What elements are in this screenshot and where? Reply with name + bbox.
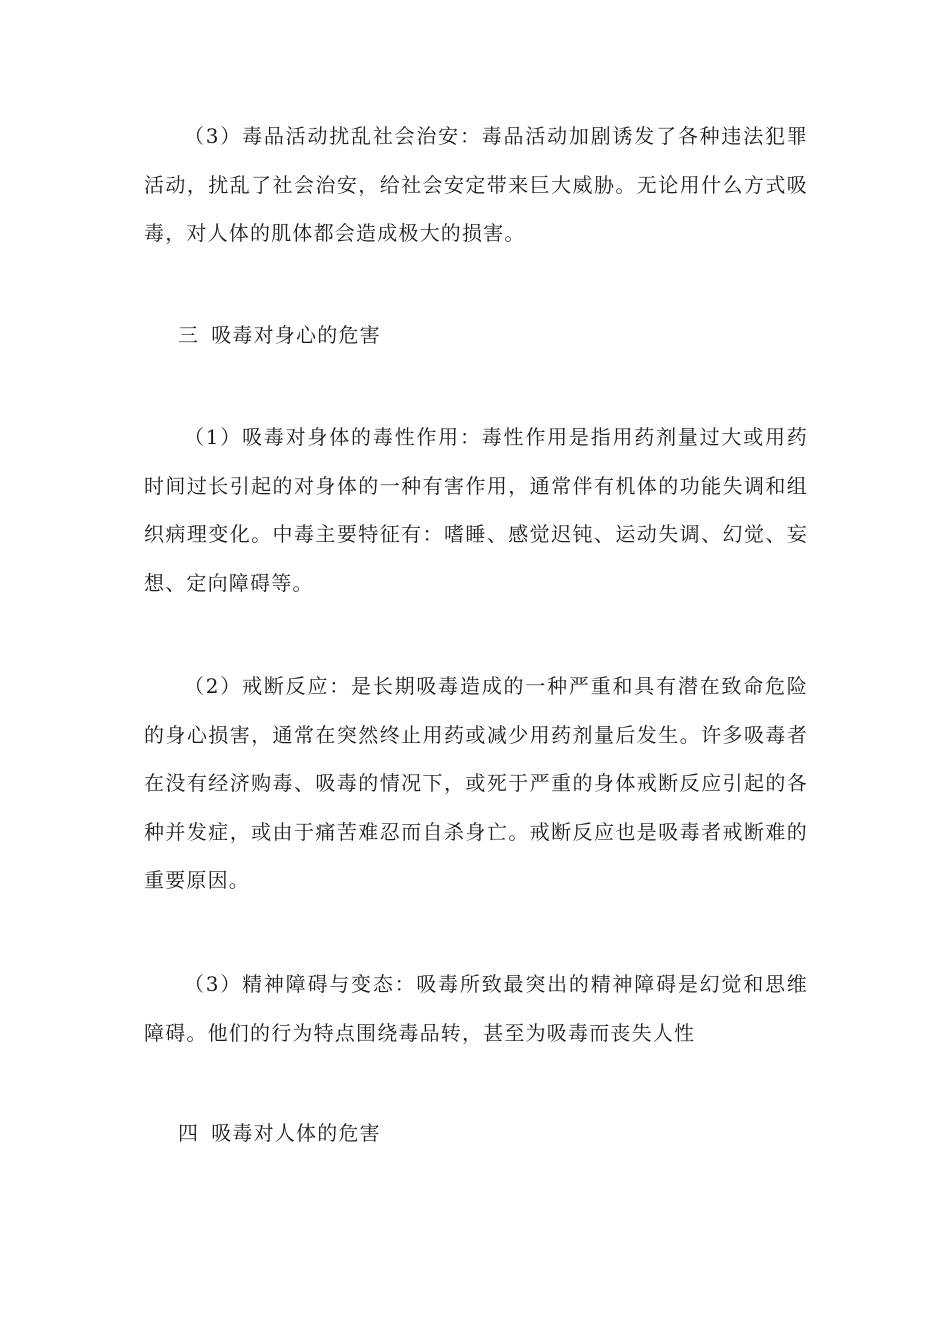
paragraph-withdrawal: （2）戒断反应：是长期吸毒造成的一种严重和具有潜在致命危险的身心损害，通常在突然终止用药或减少用药剂量后发生。许多吸毒者在没有经济购毒、吸毒的情况下，或死于严重的身体戒断反应引起的各种并发症，或由于痛苦难忍而自杀身亡。戒断反应也是吸毒者戒断难的重要原因。 xyxy=(144,674,808,892)
paragraph-mental-disorder: （3）精神障碍与变态：吸毒所致最突出的精神障碍是幻觉和思维障碍。他们的行为特点围绕毒品转，甚至为吸毒而丧失人性 xyxy=(144,972,808,1045)
section-number: 四 xyxy=(178,1121,200,1145)
paragraph-public-order: （3）毒品活动扰乱社会治安：毒品活动加剧诱发了各种违法犯罪活动，扰乱了社会治安，给社会安定带来巨大威胁。无论用什么方式吸毒，对人体的肌体都会造成极大的损害。 xyxy=(144,124,808,245)
paragraph-toxic-effects: （1）吸毒对身体的毒性作用：毒性作用是指用药剂量过大或用药时间过长引起的对身体的一种有害作用，通常伴有机体的功能失调和组织病理变化。中毒主要特征有：嗜睡、感觉迟钝、运动失调、幻觉、妄想、定向障碍等。 xyxy=(144,425,808,595)
section-title: 吸毒对身心的危害 xyxy=(211,323,381,347)
section-number: 三 xyxy=(178,323,200,347)
section-heading-4 xyxy=(178,1118,381,1148)
section-title: 吸毒对人体的危害 xyxy=(211,1121,381,1145)
section-heading-3 xyxy=(178,320,381,350)
